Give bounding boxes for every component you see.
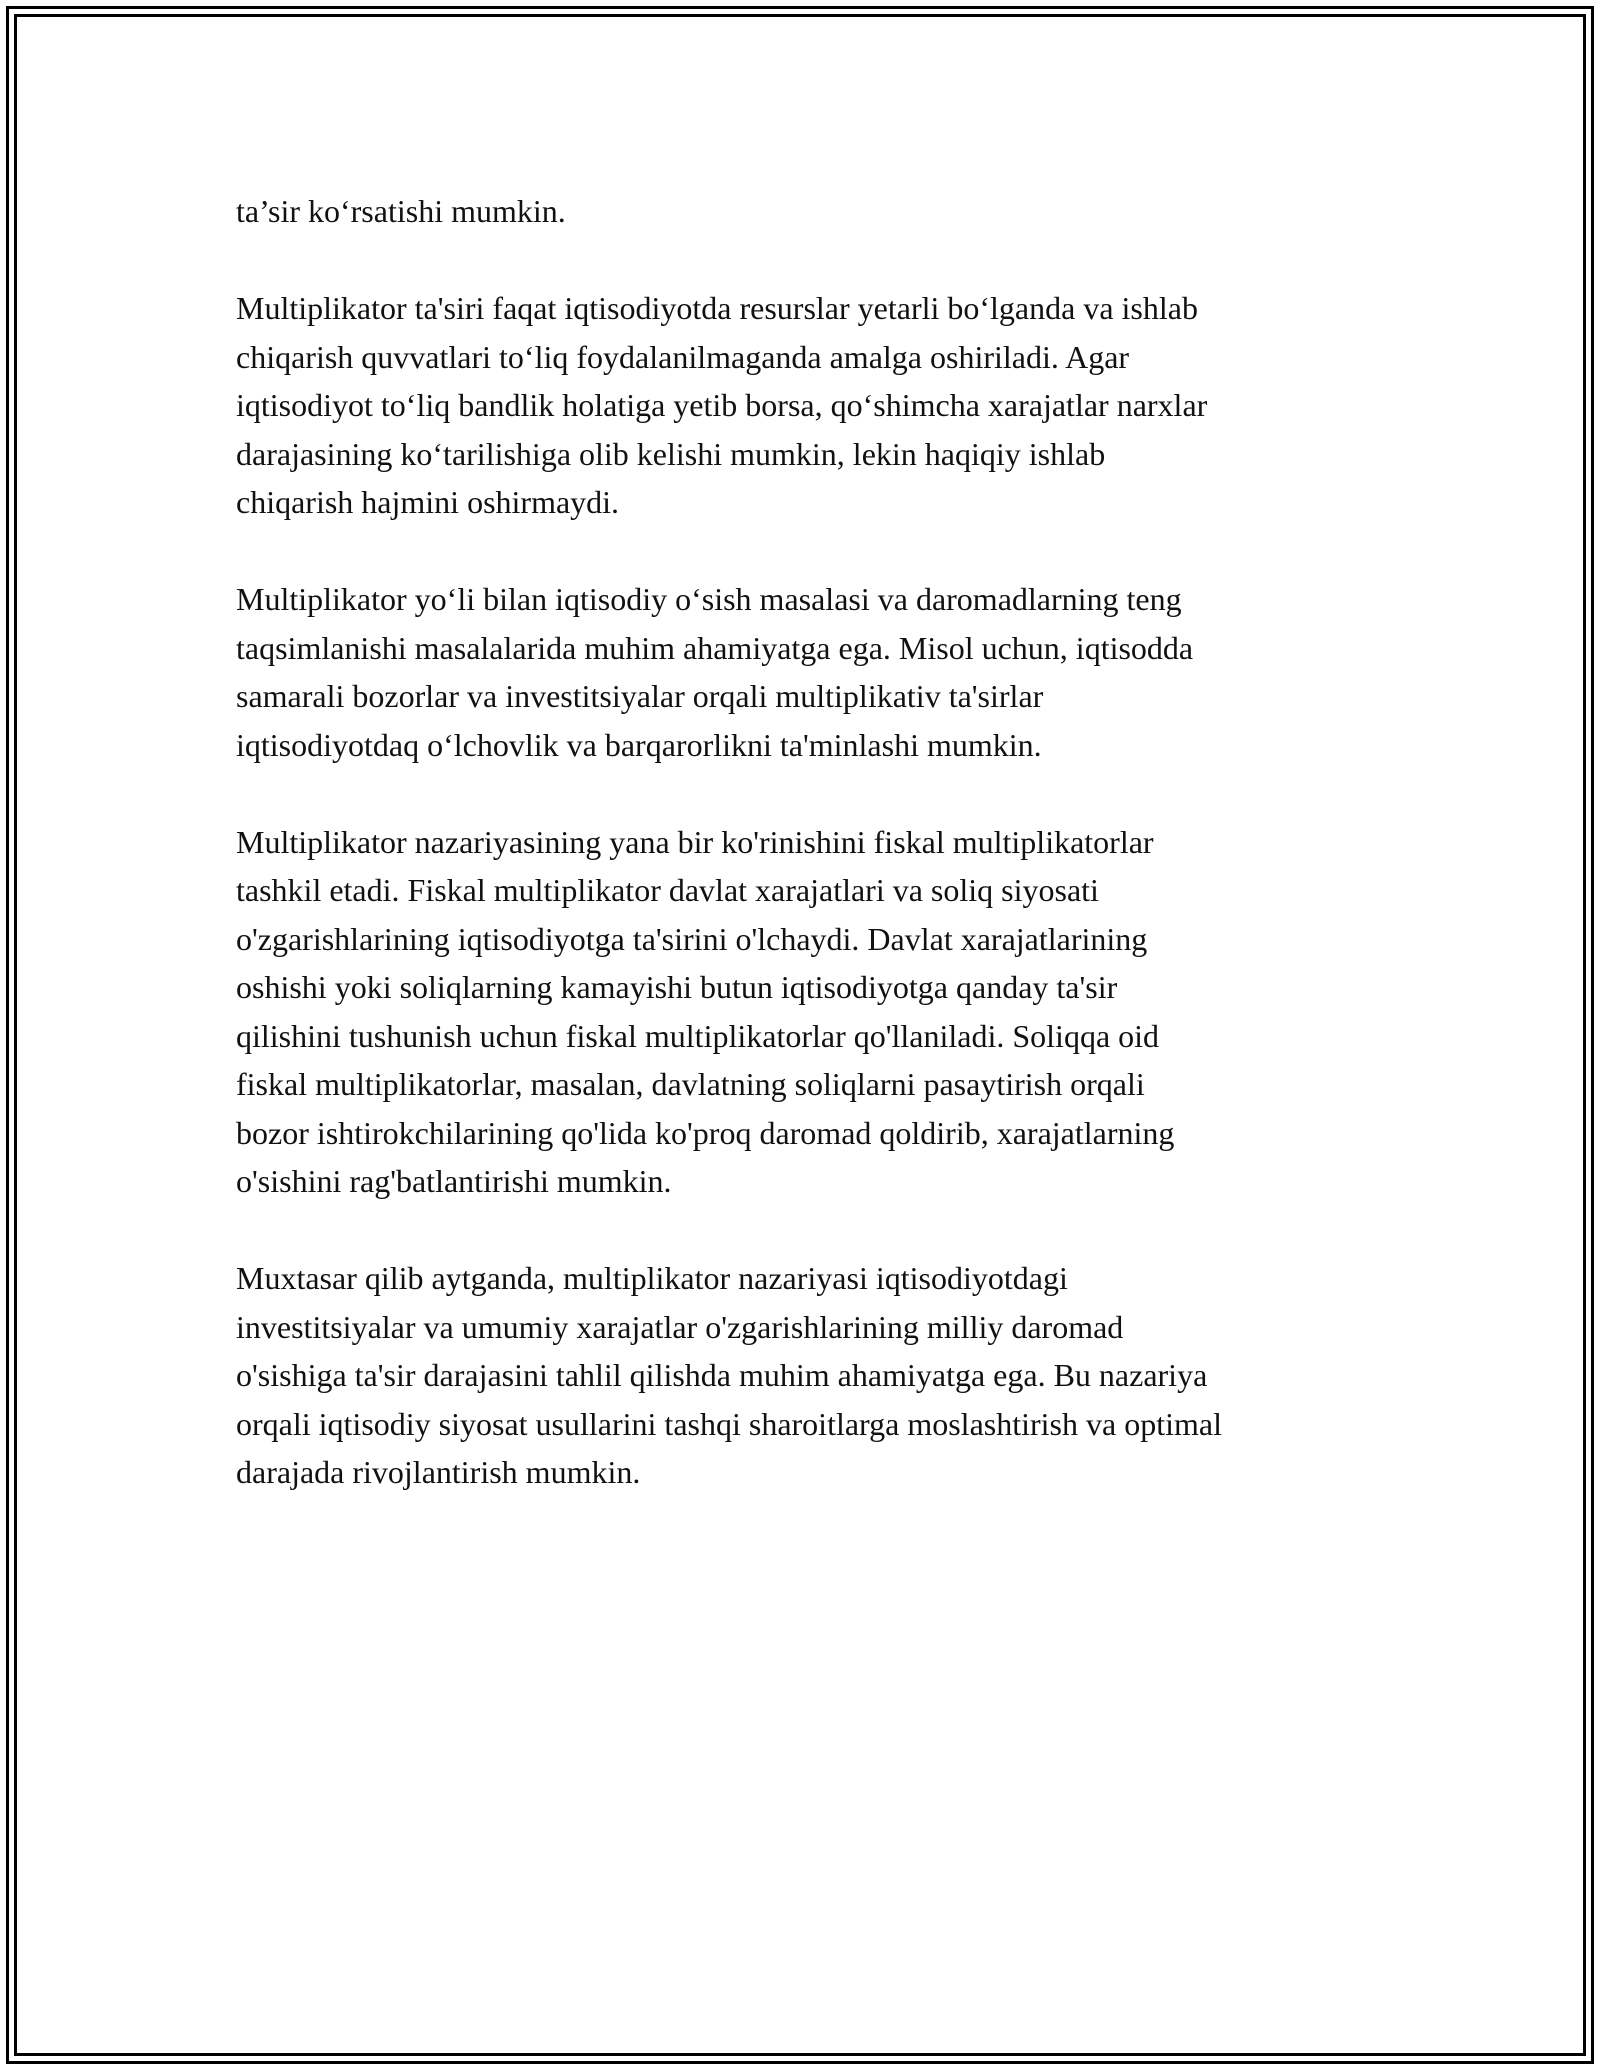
paragraph-line: chiqarish hajmini oshirmaydi. [236,484,620,520]
paragraph-line: o'sishiga ta'sir darajasini tahlil qilishda muhim ahamiyatga ega. Bu nazariya [236,1357,1208,1393]
paragraph-line: Multiplikator ta'siri faqat iqtisodiyotda resurslar yetarli bo‘lganda va ishlab [236,290,1198,326]
paragraph-line: samarali bozorlar va investitsiyalar orqali multiplikativ ta'sirlar [236,678,1044,714]
paragraph-line: o'zgarishlarining iqtisodiyotga ta'sirini o'lchaydi. Davlat xarajatlarining [236,920,1148,957]
paragraph-2 [236,284,1396,527]
paragraph-4 [236,818,1396,1206]
paragraph-line: iqtisodiyotdaq o‘lchovlik va barqarorlikni ta'minlashi mumkin. [236,726,1042,763]
paragraph-line: Multiplikator yo‘li bilan iqtisodiy o‘sish masalasi va daromadlarning teng [236,581,1182,617]
paragraph-1 [236,187,1396,236]
paragraph-line: iqtisodiyot to‘liq bandlik holatiga yetib borsa, qo‘shimcha xarajatlar narxlar [236,387,1208,423]
paragraph-line: oshishi yoki soliqlarning kamayishi butun iqtisodiyotga qanday ta'sir [236,969,1118,1005]
paragraph-line: investitsiyalar va umumiy xarajatlar o'zgarishlarining milliy daromad [236,1308,1124,1345]
paragraph-line: darajada rivojlantirish mumkin. [236,1454,641,1490]
paragraph-line: Multiplikator nazariyasining yana bir ko'rinishini fiskal multiplikatorlar [236,823,1154,860]
document-body [236,187,1396,1545]
paragraph-line: tashkil etadi. Fiskal multiplikator davlat xarajatlari va soliq siyosati [236,872,1099,908]
paragraph-line: fiskal multiplikatorlar, masalan, davlatning soliqlarni pasaytirish orqali [236,1066,1145,1102]
paragraph-line: Muxtasar qilib aytganda, multiplikator nazariyasi iqtisodiyotdagi [236,1260,1068,1296]
paragraph-line: darajasining ko‘tarilishiga olib kelishi mumkin, lekin haqiqiy ishlab [236,435,1106,472]
paragraph-5 [236,1254,1396,1497]
paragraph-line: taqsimlanishi masalalarida muhim ahamiyatga ega. Misol uchun, iqtisodda [236,629,1194,666]
paragraph-line: orqali iqtisodiy siyosat usullarini tashqi sharoitlarga moslashtirish va optimal [236,1405,1222,1442]
paragraph-3 [236,575,1396,769]
paragraph-line: qilishini tushunish uchun fiskal multiplikatorlar qo'llaniladi. Soliqqa oid [236,1017,1160,1054]
paragraph-line: o'sishini rag'batlantirishi mumkin. [236,1163,672,1199]
paragraph-line: ta’sir ko‘rsatishi mumkin. [236,193,566,229]
paragraph-line: bozor ishtirokchilarining qo'lida ko'proq daromad qoldirib, xarajatlarning [236,1114,1175,1151]
paragraph-line: chiqarish quvvatlari to‘liq foydalanilmaganda amalga oshiriladi. Agar [236,338,1130,375]
